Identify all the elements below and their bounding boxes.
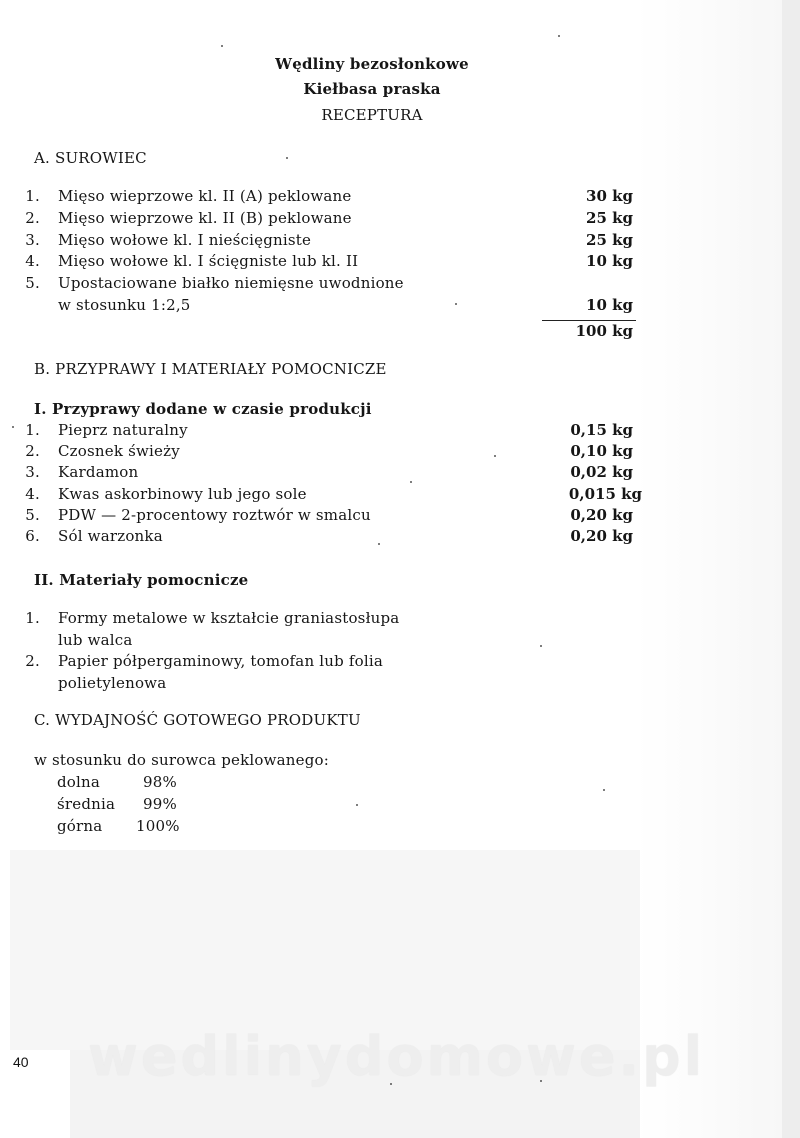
item-number: 2.	[25, 442, 40, 460]
item-amount: 25 kg	[586, 209, 633, 227]
scan-speck	[410, 481, 412, 483]
subsection-spices-title: I. Przyprawy dodane w czasie produkcji	[34, 400, 372, 418]
item-amount: 30 kg	[586, 187, 633, 205]
item-amount: 0,10 kg	[570, 442, 633, 460]
item-amount: 25 kg	[586, 231, 633, 249]
item-number: 4.	[25, 485, 40, 503]
item-name: Kardamon	[58, 463, 139, 481]
item-name-continued: w stosunku 1:2,5	[58, 296, 191, 314]
section-a-title: A. SUROWIEC	[34, 149, 147, 167]
item-amount: 10 kg	[586, 296, 633, 314]
item-number: 5.	[25, 274, 40, 292]
item-name: Papier półpergaminowy, tomofan lub folia	[58, 652, 384, 670]
item-amount: 0,15 kg	[570, 421, 633, 439]
item-name: Mięso wołowe kl. I nieścięgniste	[58, 231, 312, 249]
item-name: Upostaciowane białko niemięsne uwodnione	[58, 274, 404, 292]
item-number: 1.	[25, 609, 40, 627]
item-number: 2.	[25, 209, 40, 227]
item-name: Mięso wieprzowe kl. II (B) peklowane	[58, 209, 352, 227]
item-number: 6.	[25, 527, 40, 545]
item-number: 3.	[25, 231, 40, 249]
item-number: 2.	[25, 652, 40, 670]
category-title: Wędliny bezosłonkowe	[275, 55, 469, 73]
scan-speck	[603, 789, 605, 791]
site-watermark: wedlinydomowe.pl	[88, 1025, 706, 1088]
item-name: Kwas askorbinowy lub jego sole	[58, 485, 307, 503]
total-amount: 100 kg	[575, 322, 633, 340]
item-number: 4.	[25, 252, 40, 270]
yield-label: dolna	[57, 773, 101, 791]
scan-speck	[12, 426, 14, 428]
scan-speck	[558, 35, 560, 37]
item-name-continued: lub walca	[58, 631, 133, 649]
item-name: Czosnek świeży	[58, 442, 180, 460]
item-number: 1.	[25, 187, 40, 205]
item-number: 1.	[25, 421, 40, 439]
item-name: Mięso wołowe kl. I ścięgniste lub kl. II	[58, 252, 359, 270]
scan-speck	[540, 645, 542, 647]
item-name: Formy metalowe w kształcie graniastosłupa	[58, 609, 400, 627]
yield-value: 98%	[143, 773, 177, 791]
total-rule	[542, 320, 636, 321]
scan-speck	[378, 543, 380, 545]
item-name: PDW — 2-procentowy roztwór w smalcu	[58, 506, 371, 524]
page-number: 40	[13, 1054, 29, 1070]
item-name: Sól warzonka	[58, 527, 163, 545]
item-number: 5.	[25, 506, 40, 524]
yield-intro: w stosunku do surowca peklowanego:	[34, 751, 330, 769]
yield-label: średnia	[57, 795, 116, 813]
scan-speck	[356, 804, 358, 806]
item-amount: 0,20 kg	[570, 506, 633, 524]
section-c-title: C. WYDAJNOŚĆ GOTOWEGO PRODUKTU	[34, 711, 361, 729]
scan-speck	[455, 303, 457, 305]
item-name-continued: polietylenowa	[58, 674, 167, 692]
yield-value: 99%	[143, 795, 177, 813]
item-amount: 0,015 kg	[568, 485, 642, 503]
subsection-materials-title: II. Materiały pomocnicze	[34, 571, 249, 589]
item-amount: 0,02 kg	[570, 463, 633, 481]
item-amount: 10 kg	[586, 252, 633, 270]
item-name: Mięso wieprzowe kl. II (A) peklowane	[58, 187, 352, 205]
doc-type-title: RECEPTURA	[321, 106, 423, 124]
item-number: 3.	[25, 463, 40, 481]
scan-speck	[494, 455, 496, 457]
yield-value: 100%	[136, 817, 180, 835]
section-b-title: B. PRZYPRAWY I MATERIAŁY POMOCNICZE	[34, 360, 387, 378]
product-title: Kiełbasa praska	[303, 80, 441, 98]
yield-label: górna	[57, 817, 103, 835]
item-amount: 0,20 kg	[570, 527, 633, 545]
scan-speck	[286, 157, 288, 159]
scan-speck	[221, 45, 223, 47]
item-name: Pieprz naturalny	[58, 421, 188, 439]
